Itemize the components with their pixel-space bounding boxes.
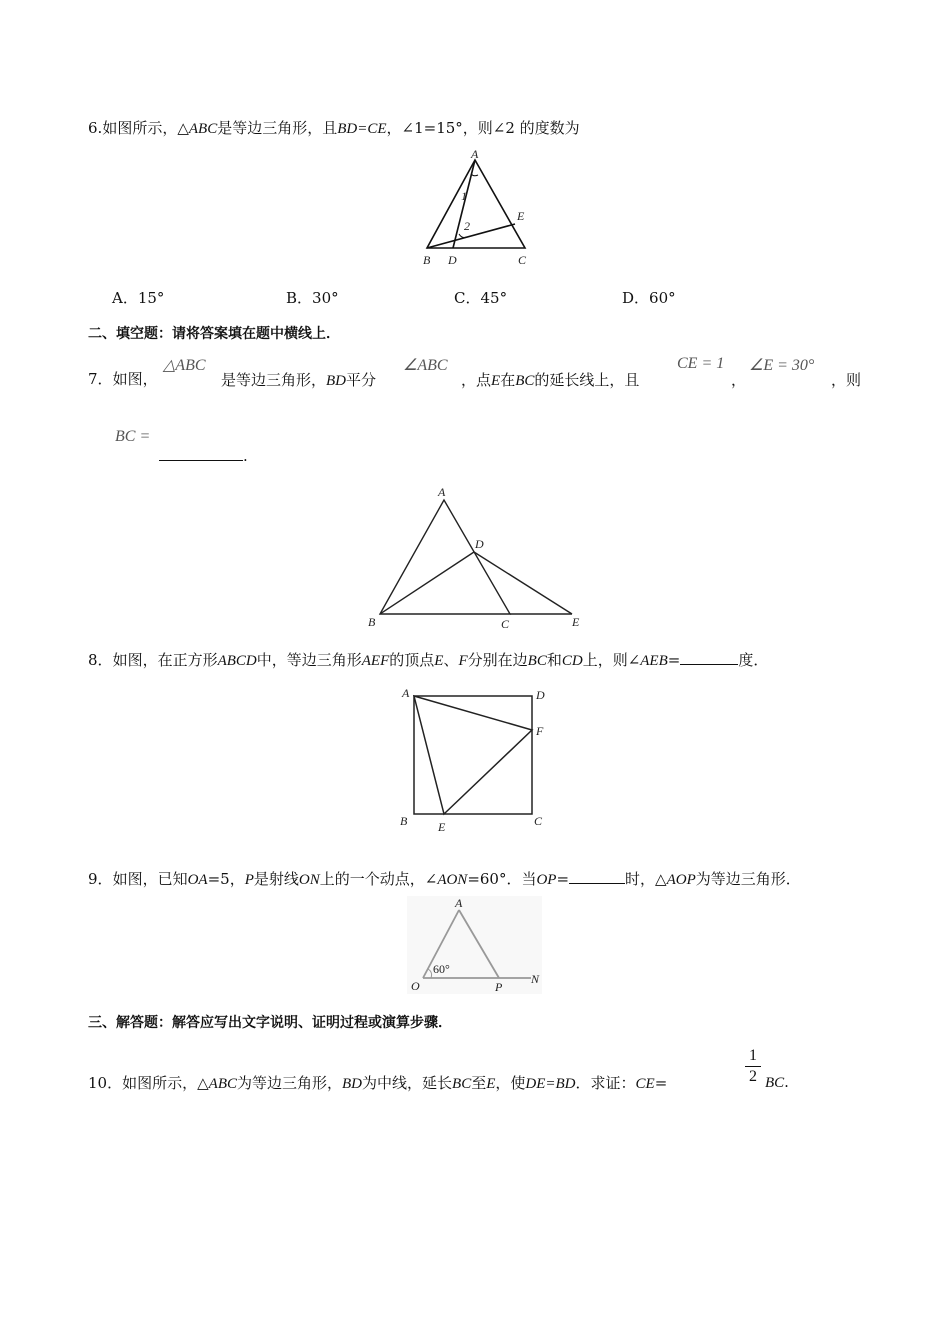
question-10 [88,1073,667,1094]
q9-on: ON [298,872,320,888]
q10-de-bd: DE=BD [525,1076,576,1092]
q8-answer-blank[interactable] [680,650,738,665]
q6-option-a [112,287,164,308]
q8-text-1: 如图，在正方形 [112,651,218,669]
q8-triangle-aef [414,696,532,814]
q9-text-2: =5， [207,870,245,888]
q10-fraction-numerator: 1 [749,1047,757,1064]
q7-label-a: A [438,485,446,499]
q6-option-a-letter: A． [112,289,138,307]
q8-text-2: 中，等边三角形 [256,651,362,669]
q9-figure [407,896,542,994]
q7-formula-angle-abc: ∠ABC [403,357,448,374]
q6-option-c-value: 45° [480,289,508,307]
question-7-start [88,369,158,389]
q6-abc: ABC [188,121,218,137]
q10-text-4: 至 [471,1074,487,1092]
q7-text-run-2 [461,369,639,390]
q7-text-4: ，点 [461,371,492,389]
q7-formula-angle-e: ∠E = 30° [749,357,815,374]
q9-sep: ． [97,870,113,888]
q6-option-b-value: 30° [312,289,339,307]
q8-text-8: = [667,651,681,669]
q9-label-p: P [495,980,503,994]
q8-label-d: D [536,688,545,702]
q6-label-c: C [518,253,527,267]
q9-label-a: A [455,896,463,910]
question-6 [88,118,580,139]
q8-label-e: E [438,820,446,834]
q8-label-f: F [536,724,544,738]
q7-bc: BC [515,373,535,389]
q8-text-5: 分别在边 [467,651,528,669]
q7-segment-de [474,552,572,614]
section-3-heading: 三、解答题：解答应写出文字说明、证明过程或演算步骤． [88,1015,452,1031]
q8-text-3: 的顶点 [389,651,435,669]
q9-label-n: N [531,972,540,986]
q10-text-8: . [784,1073,789,1091]
q7-figure [362,484,592,634]
q8-e: E [434,653,444,669]
q6-option-d-letter: D． [622,289,650,307]
q10-abc: ABC [208,1076,237,1092]
q7-number: 7 [88,370,98,388]
q10-text-5: ，使 [495,1074,526,1092]
q10-text-2: 为等边三角形， [237,1074,343,1092]
q10-bc-2: BC [765,1075,785,1091]
question-9 [88,869,801,890]
q7-formula-ce: CE = 1 [677,355,725,372]
q6-option-a-value: 15° [137,289,165,307]
q7-text-1: 如图， [112,370,158,388]
q10-text-1: 如图所示，△ [122,1074,209,1092]
q10-fraction-bar [745,1066,761,1067]
q8-sep: ． [97,651,113,669]
q8-label-b: B [400,814,408,828]
q8-aeb: AEB [640,653,668,669]
q9-text-3: 是射线 [253,870,299,888]
q8-abcd: ABCD [217,653,257,669]
q8-text-6: 和 [546,651,562,669]
q9-number: 9 [88,870,98,888]
q9-text-5: =60°．当 [467,870,537,888]
section-2-heading: 二、填空题：请将答案填在题中横线上． [88,326,340,342]
q10-fraction-half [745,1047,761,1086]
q7-text-7: ，则 [831,371,862,389]
q7-formula-triangle-abc: △ABC [163,357,206,374]
q9-answer-blank[interactable] [569,869,625,884]
q7-answer-line [159,446,248,465]
q6-angle-1-arc [471,174,478,176]
q6-option-b [286,287,339,308]
q7-label-b: B [368,615,376,629]
q10-tail [765,1073,789,1092]
q6-label-e: E [517,209,525,223]
q10-text-3: 为中线，延长 [362,1074,453,1092]
q6-bd-ce: BD=CE [337,121,387,137]
q7-segment-bd [380,552,474,614]
q10-bc: BC [452,1076,472,1092]
q6-sep: . [97,119,103,137]
q10-text-7: = [654,1074,668,1092]
q9-label-angle: 60° [433,962,450,976]
q9-label-o: O [411,979,420,993]
q9-text-1: 如图，已知 [112,870,188,888]
q10-bd: BD [342,1076,363,1092]
q7-label-c: C [501,617,510,631]
q9-aon: AON [437,872,468,888]
q8-bc: BC [527,653,547,669]
q6-label-2: 2 [464,219,470,233]
q7-label-e: E [572,615,580,629]
q6-angle-2-arc [459,234,467,238]
q8-number: 8 [88,651,98,669]
question-8 [88,650,768,671]
q7-text-6: 的延长线上，且 [534,371,640,389]
q8-cd: CD [561,653,583,669]
q6-label-b: B [423,253,431,267]
q8-text-7: 上，则∠ [582,651,641,669]
q8-text-9: 度． [738,651,769,669]
q8-text-4: 、 [443,651,459,669]
q9-p: P [244,872,254,888]
q6-figure [415,148,540,270]
q7-bd: BD [326,373,347,389]
q7-end: . [243,447,248,465]
q6-number: 6 [88,119,98,137]
q7-text-run-1 [221,369,376,390]
q10-ce: CE [635,1076,655,1092]
q7-label-d: D [475,537,484,551]
q6-label-a: A [471,147,479,161]
q9-aop: AOP [666,872,696,888]
q6-segment-ad [453,160,475,248]
q6-option-c [454,287,507,308]
q9-text-8: 为等边三角形． [695,870,801,888]
q6-option-c-letter: C． [454,289,481,307]
q6-text-1: 如图所示，△ [102,119,189,137]
q6-label-1: 1 [461,189,467,203]
q6-segment-be [427,224,515,248]
q7-text-5: 在 [500,371,516,389]
q9-text-6: = [556,870,570,888]
q7-sep: ． [97,370,113,388]
q6-option-b-letter: B． [286,289,313,307]
q6-text-3: ，∠1=15°，则∠2 的度数为 [386,119,580,137]
q9-op: OP [536,872,557,888]
q9-oa: OA [187,872,208,888]
q7-comma: ， [731,371,747,389]
q8-label-a: A [402,686,410,700]
q7-e: E [491,373,501,389]
q8-f: F [458,653,468,669]
q7-text-3: 平分 [346,371,377,389]
q10-number: 10 [88,1074,108,1092]
q6-label-d: D [448,253,457,267]
q7-text-2: 是等边三角形， [221,371,327,389]
q10-text-6: ．求证： [575,1074,636,1092]
q6-option-d-value: 60° [649,289,676,307]
q6-text-2: 是等边三角形，且 [217,119,338,137]
q9-text-4: 上的一个动点，∠ [319,870,438,888]
q7-answer-blank[interactable] [159,446,243,461]
q7-formula-bc: BC = [115,428,151,445]
q10-sep: ． [107,1074,123,1092]
q8-aef: AEF [361,653,390,669]
q8-label-c: C [534,814,543,828]
q9-text-7: 时，△ [625,870,667,888]
q6-option-d [622,287,676,308]
q10-fraction-denominator: 2 [749,1068,757,1085]
q7-triangle-abc [380,500,510,614]
q8-figure [396,683,556,835]
q10-e: E [486,1076,496,1092]
